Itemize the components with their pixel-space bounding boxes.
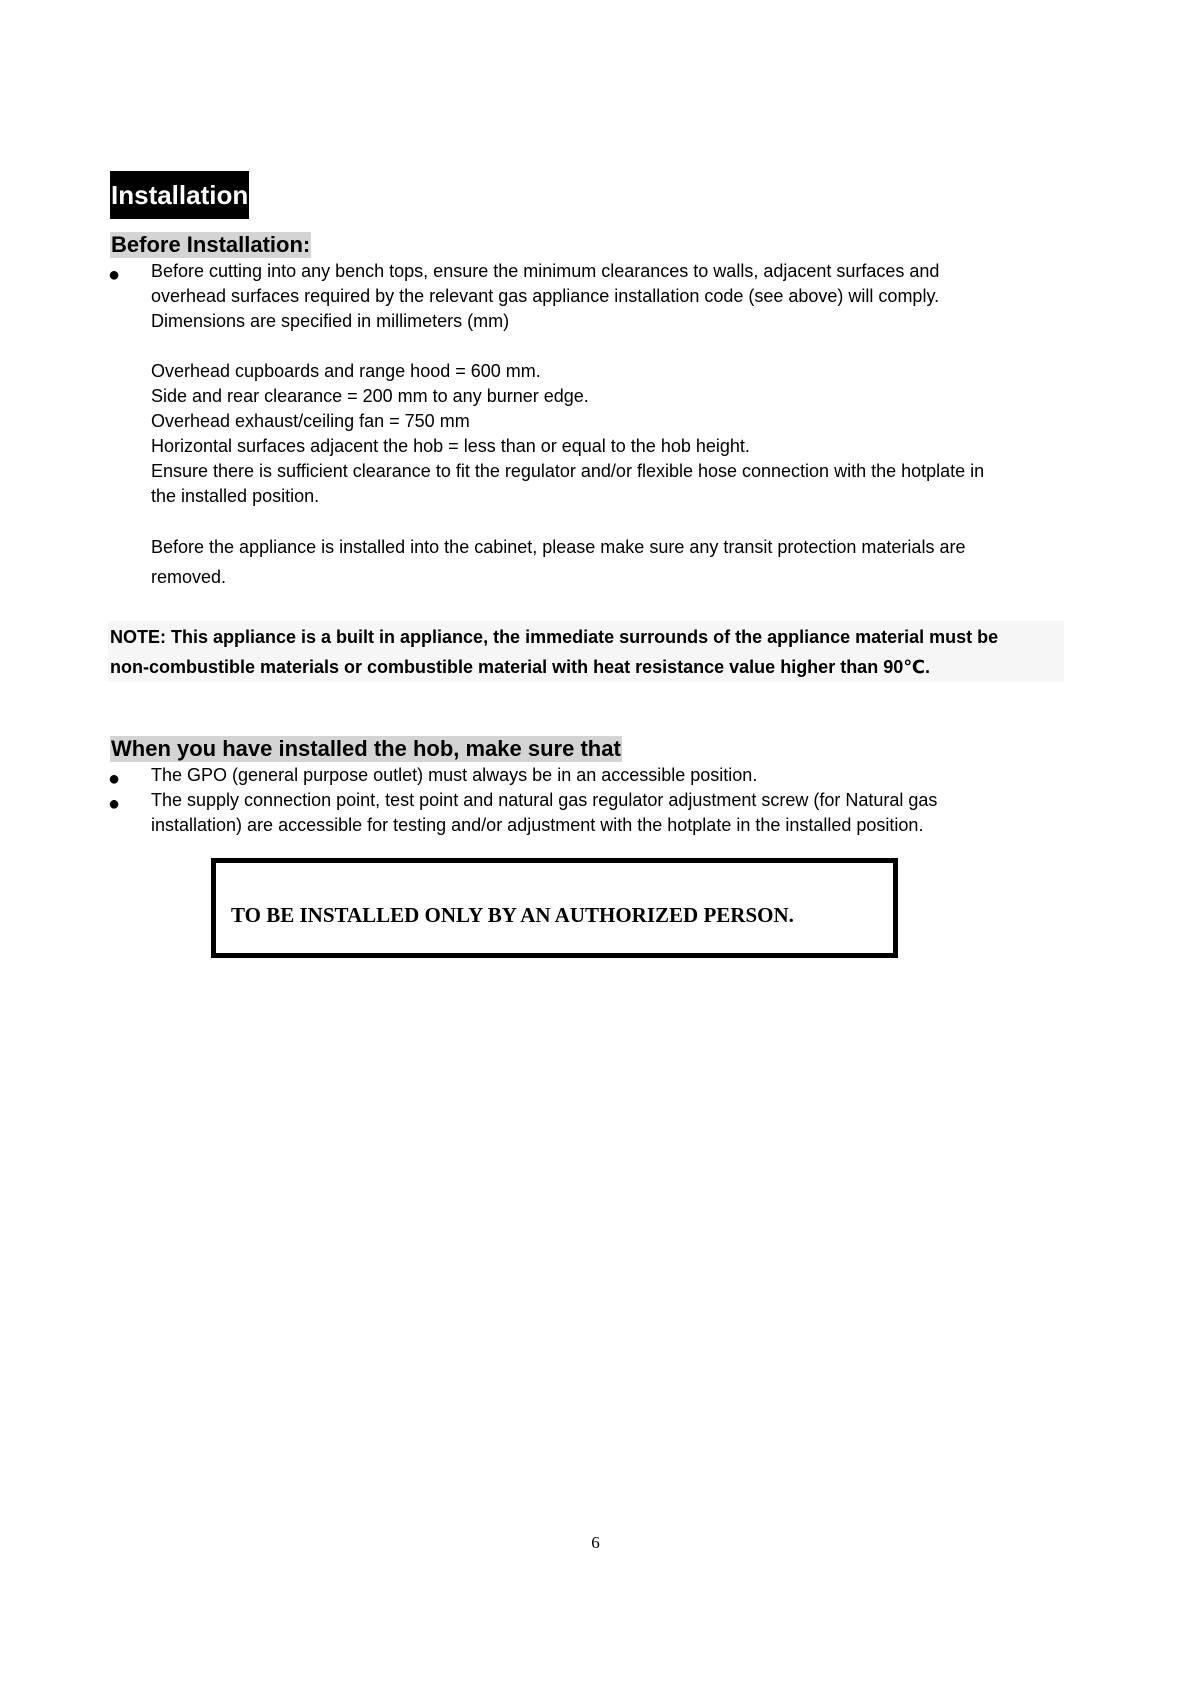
clearance-line: the installed position. [151, 486, 320, 506]
page-number: 6 [591, 1533, 600, 1552]
transit-line: Before the appliance is installed into the cabinet, please make sure any transit protection materials are [151, 537, 966, 557]
checklist-line: installation) are accessible for testing and/or adjustment with the hotplate in the installed position. [151, 815, 924, 835]
warning-text: TO BE INSTALLED ONLY BY AN AUTHORIZED PERSON. [231, 903, 794, 927]
clearance-line: Overhead cupboards and range hood = 600 mm. [151, 361, 541, 381]
clearance-line: Ensure there is sufficient clearance to fit the regulator and/or flexible hose connection with the hotplate in [151, 461, 985, 481]
intro-line: overhead surfaces required by the relevant gas appliance installation code (see above) will comply. [151, 286, 940, 306]
bullet-icon: ● [108, 768, 121, 790]
checklist-line: The supply connection point, test point and natural gas regulator adjustment screw (for Natural gas [151, 790, 938, 810]
section-title: Installation [110, 171, 249, 219]
intro-line: Before cutting into any bench tops, ensure the minimum clearances to walls, adjacent surfaces and [151, 261, 940, 281]
after-installation-heading: When you have installed the hob, make sure that [111, 736, 621, 761]
intro-line: Dimensions are specified in millimeters (mm) [151, 311, 510, 331]
bullet-icon: ● [108, 793, 121, 815]
note-line: NOTE: This appliance is a built in appliance, the immediate surrounds of the appliance material must be [110, 627, 999, 647]
clearance-line: Overhead exhaust/ceiling fan = 750 mm [151, 411, 470, 431]
before-installation-heading: Before Installation: [111, 232, 311, 257]
clearance-line: Side and rear clearance = 200 mm to any burner edge. [151, 386, 589, 406]
checklist-line: The GPO (general purpose outlet) must always be in an accessible position. [151, 765, 758, 785]
transit-line: removed. [151, 567, 227, 587]
clearance-line: Horizontal surfaces adjacent the hob = less than or equal to the hob height. [151, 436, 750, 456]
note-line: non-combustible materials or combustible material with heat resistance value higher than 90℃. [110, 657, 931, 677]
bullet-icon: ● [108, 264, 121, 286]
